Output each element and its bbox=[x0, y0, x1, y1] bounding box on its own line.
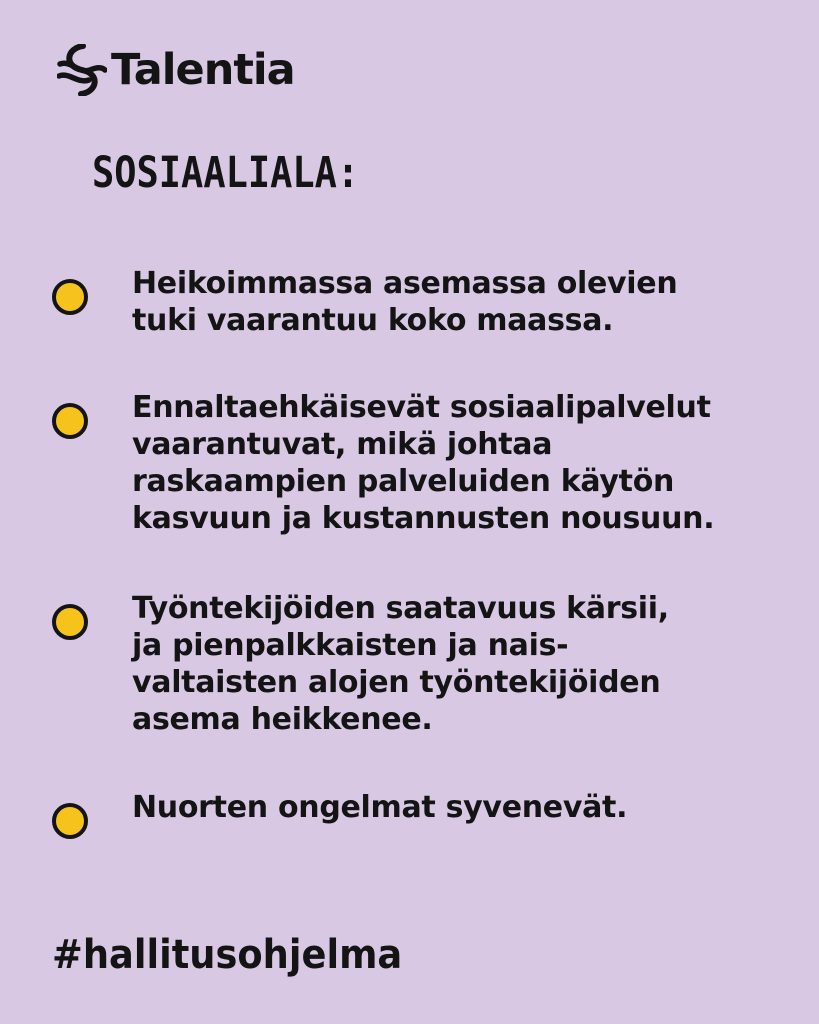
bullet-dot-icon bbox=[52, 604, 88, 640]
bullet-text: Ennaltaehkäisevät sosiaalipalvelut vaarantuvat, mikä johtaa raskaampien palveluiden käytön kasvuun ja kustannusten nousuun. bbox=[132, 390, 715, 536]
talentia-logo bbox=[57, 44, 295, 96]
bullet-text: Heikoimmassa asemassa olevien tuki vaarantuu koko maassa. bbox=[132, 266, 678, 338]
bullet-text: Nuorten ongelmat syvenevät. bbox=[132, 790, 628, 825]
talentia-logo-mark-icon bbox=[57, 44, 107, 96]
bullet-dot-icon bbox=[52, 803, 88, 839]
bullet-text: Työntekijöiden saatavuus kärsii, ja pienpalkkaisten ja nais- valtaisten alojen työntekijöiden asema heikkenee. bbox=[132, 591, 669, 737]
page-heading: SOSIAALIALA: bbox=[92, 148, 360, 198]
bullet-dot-icon bbox=[52, 403, 88, 439]
bullet-dot-icon bbox=[52, 279, 88, 315]
logo-text: Talentia bbox=[111, 44, 295, 95]
hashtag: #hallitusohjelma bbox=[52, 932, 403, 978]
